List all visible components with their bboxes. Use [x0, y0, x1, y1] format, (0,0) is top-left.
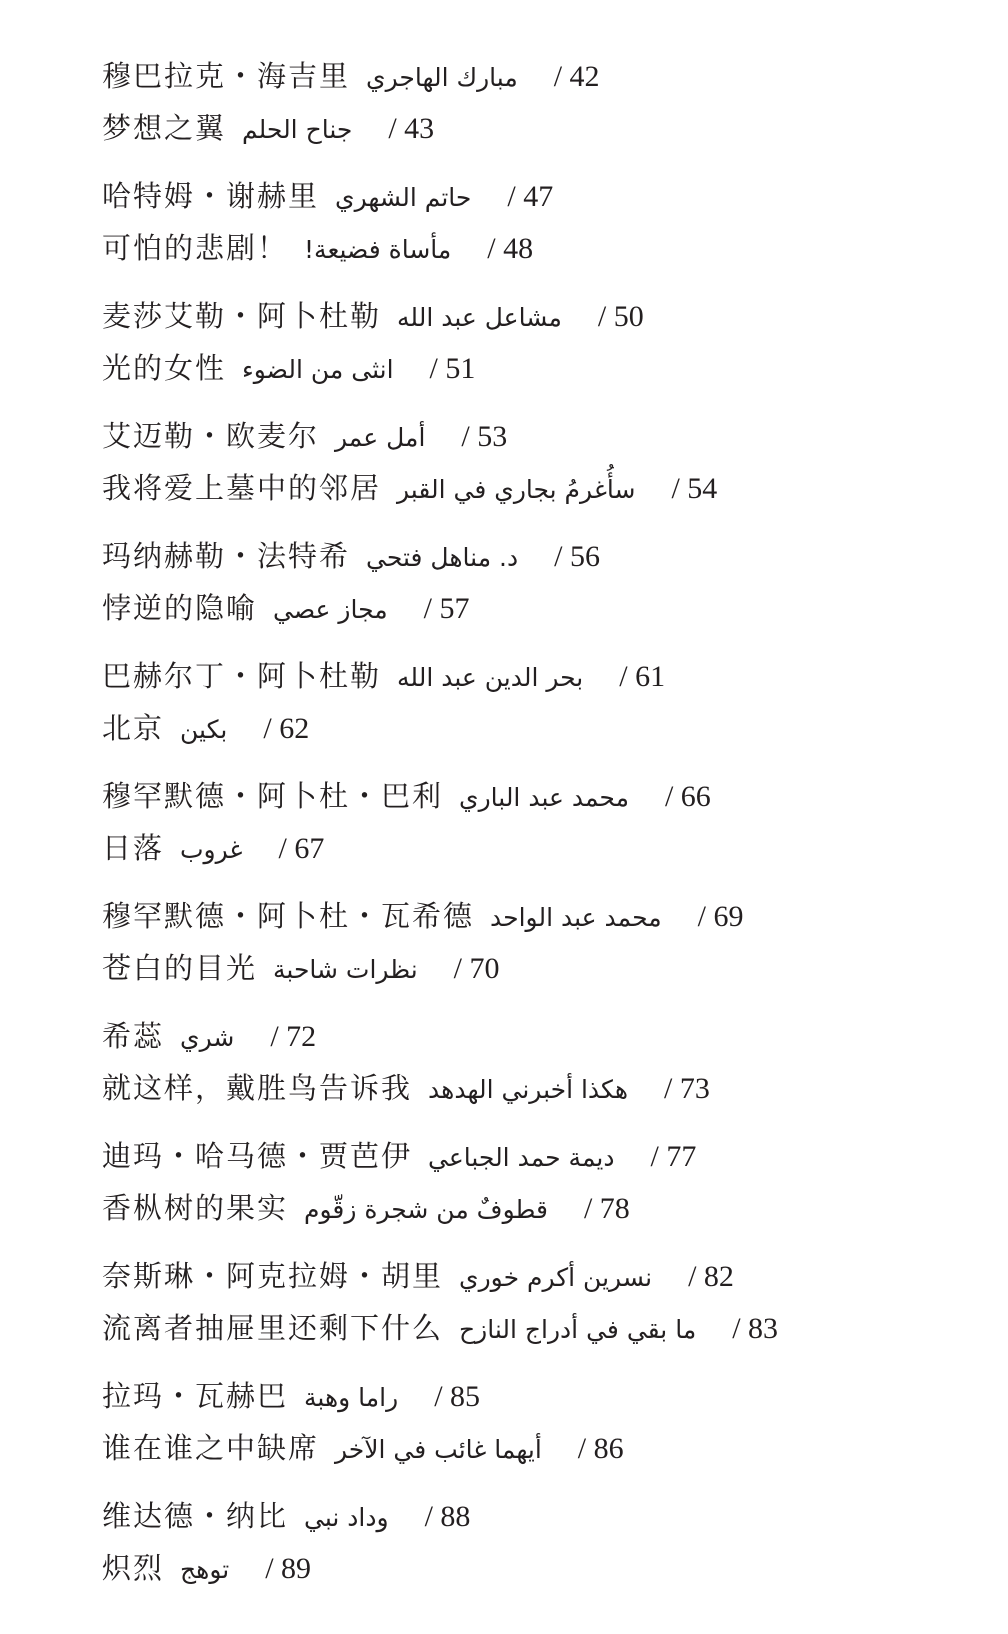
toc-entry [102, 1010, 982, 1130]
poem-title-zh: 就这样，戴胜鸟告诉我 [102, 1071, 413, 1105]
title-line [102, 1182, 982, 1234]
page-number: / 47 [507, 180, 554, 213]
page-number: / 88 [424, 1500, 471, 1533]
author-name-ar: شري [180, 1023, 235, 1052]
author-name-zh: 麦莎艾勒・阿卜杜勒 [102, 299, 382, 333]
poem-title-zh: 梦想之翼 [102, 111, 227, 145]
poem-title-ar: انثى من الضوء [242, 355, 394, 384]
page-number: / 77 [650, 1140, 697, 1173]
title-line [102, 1422, 982, 1474]
author-line [102, 290, 982, 342]
title-line [102, 1302, 982, 1354]
author-name-ar: حاتم الشهري [335, 183, 472, 212]
author-line [102, 1250, 982, 1302]
title-line [102, 462, 982, 514]
toc-entry [102, 1130, 982, 1250]
table-of-contents [102, 50, 982, 1610]
poem-title-zh: 北京 [102, 711, 165, 745]
page-number: / 53 [461, 420, 508, 453]
author-name-zh: 穆罕默德・阿卜杜・巴利 [102, 779, 444, 813]
author-line [102, 770, 982, 822]
title-line [102, 942, 982, 994]
poem-title-zh: 光的女性 [102, 351, 227, 385]
author-name-ar: وداد نبي [304, 1503, 389, 1532]
page-number: / 50 [597, 300, 644, 333]
author-name-ar: مبارك الهاجري [366, 63, 518, 92]
author-line [102, 530, 982, 582]
author-name-ar: بحر الدين عبد الله [397, 663, 584, 692]
poem-title-zh: 流离者抽屉里还剩下什么 [102, 1311, 444, 1345]
page-number: / 70 [453, 952, 500, 985]
toc-entry [102, 170, 982, 290]
poem-title-ar: بكين [180, 715, 228, 744]
title-line [102, 342, 982, 394]
page-number: / 56 [554, 540, 600, 573]
title-line [102, 102, 982, 154]
author-name-zh: 哈特姆・谢赫里 [102, 179, 320, 213]
toc-entry [102, 650, 982, 770]
author-name-zh: 巴赫尔丁・阿卜杜勒 [102, 659, 382, 693]
author-name-zh: 迪玛・哈马德・贾芭伊 [102, 1139, 413, 1173]
toc-entry [102, 530, 982, 650]
poem-title-zh: 谁在谁之中缺席 [102, 1431, 320, 1465]
poem-title-zh: 我将爱上墓中的邻居 [102, 471, 382, 505]
author-line [102, 650, 982, 702]
poem-title-ar: نظرات شاحبة [273, 955, 418, 984]
page-number: / 43 [388, 112, 435, 145]
author-name-zh: 拉玛・瓦赫巴 [102, 1379, 289, 1413]
author-line [102, 1130, 982, 1182]
author-name-zh: 穆罕默德・阿卜杜・瓦希德 [102, 899, 475, 933]
title-line [102, 222, 982, 274]
title-line [102, 1542, 982, 1594]
page-number: / 83 [732, 1312, 779, 1345]
author-name-zh: 玛纳赫勒・法特希 [102, 539, 351, 573]
author-name-ar: نسرين أكرم خوري [459, 1263, 653, 1292]
author-line [102, 1370, 982, 1422]
title-line [102, 582, 982, 634]
poem-title-zh: 炽烈 [102, 1551, 165, 1585]
author-line [102, 890, 982, 942]
page-number: / 66 [664, 780, 711, 813]
title-line [102, 702, 982, 754]
title-line [102, 822, 982, 874]
poem-title-ar: مأساة فضيعة! [304, 235, 452, 264]
toc-entry [102, 770, 982, 890]
poem-title-ar: هكذا أخبرني الهدهد [428, 1075, 629, 1104]
page-number: / 72 [270, 1020, 317, 1053]
page-number: / 73 [664, 1072, 710, 1105]
toc-entry [102, 290, 982, 410]
page-number: / 62 [263, 712, 310, 745]
page-number: / 48 [487, 232, 534, 265]
author-name-zh: 希蕊 [102, 1019, 165, 1053]
toc-entry [102, 410, 982, 530]
author-name-zh: 穆巴拉克・海吉里 [102, 59, 351, 93]
author-line [102, 1010, 982, 1062]
page-number: / 82 [688, 1260, 734, 1293]
page-number: / 89 [265, 1552, 312, 1585]
page-number: / 86 [577, 1432, 624, 1465]
author-name-ar: محمد عبد الواحد [490, 903, 662, 932]
author-line [102, 410, 982, 462]
toc-entry [102, 1490, 982, 1610]
author-line [102, 1490, 982, 1542]
page-number: / 85 [434, 1380, 481, 1413]
page-number: / 69 [697, 900, 744, 933]
toc-entry [102, 890, 982, 1010]
poem-title-ar: مجاز عصي [273, 595, 388, 624]
author-name-ar: راما وهبة [304, 1383, 399, 1412]
poem-title-zh: 苍白的目光 [102, 951, 258, 985]
page-number: / 42 [553, 60, 600, 93]
poem-title-ar: قطوفٌ من شجرة زقّوم [304, 1195, 548, 1224]
poem-title-ar: غروب [180, 835, 243, 864]
page-number: / 78 [583, 1192, 630, 1225]
poem-title-zh: 香枞树的果实 [102, 1191, 289, 1225]
page-number: / 57 [423, 592, 470, 625]
author-name-ar: د. مناهل فتحي [366, 543, 519, 572]
poem-title-zh: 日落 [102, 831, 165, 865]
page-number: / 54 [671, 472, 718, 505]
toc-entry [102, 50, 982, 170]
page-number: / 51 [429, 352, 476, 385]
author-line [102, 170, 982, 222]
author-name-ar: أمل عمر [335, 423, 426, 452]
author-line [102, 50, 982, 102]
poem-title-ar: جناح الحلم [242, 115, 353, 144]
poem-title-ar: ما بقي في أدراج النازح [459, 1315, 697, 1344]
toc-entry [102, 1370, 982, 1490]
author-name-zh: 奈斯琳・阿克拉姆・胡里 [102, 1259, 444, 1293]
title-line [102, 1062, 982, 1114]
page-number: / 61 [619, 660, 666, 693]
author-name-zh: 维达德・纳比 [102, 1499, 289, 1533]
author-name-ar: ديمة حمد الجباعي [428, 1143, 615, 1172]
page-number: / 67 [278, 832, 325, 865]
author-name-ar: مشاعل عبد الله [397, 303, 562, 332]
poem-title-ar: سأُغرمُ بجاري في القبر [397, 475, 636, 504]
author-name-zh: 艾迈勒・欧麦尔 [102, 419, 320, 453]
poem-title-ar: توهج [180, 1555, 230, 1584]
toc-entry [102, 1250, 982, 1370]
poem-title-zh: 可怕的悲剧！ [102, 231, 289, 265]
poem-title-zh: 悖逆的隐喻 [102, 591, 258, 625]
author-name-ar: محمد عبد الباري [459, 783, 629, 812]
poem-title-ar: أيهما غائب في الآخر [335, 1435, 542, 1464]
